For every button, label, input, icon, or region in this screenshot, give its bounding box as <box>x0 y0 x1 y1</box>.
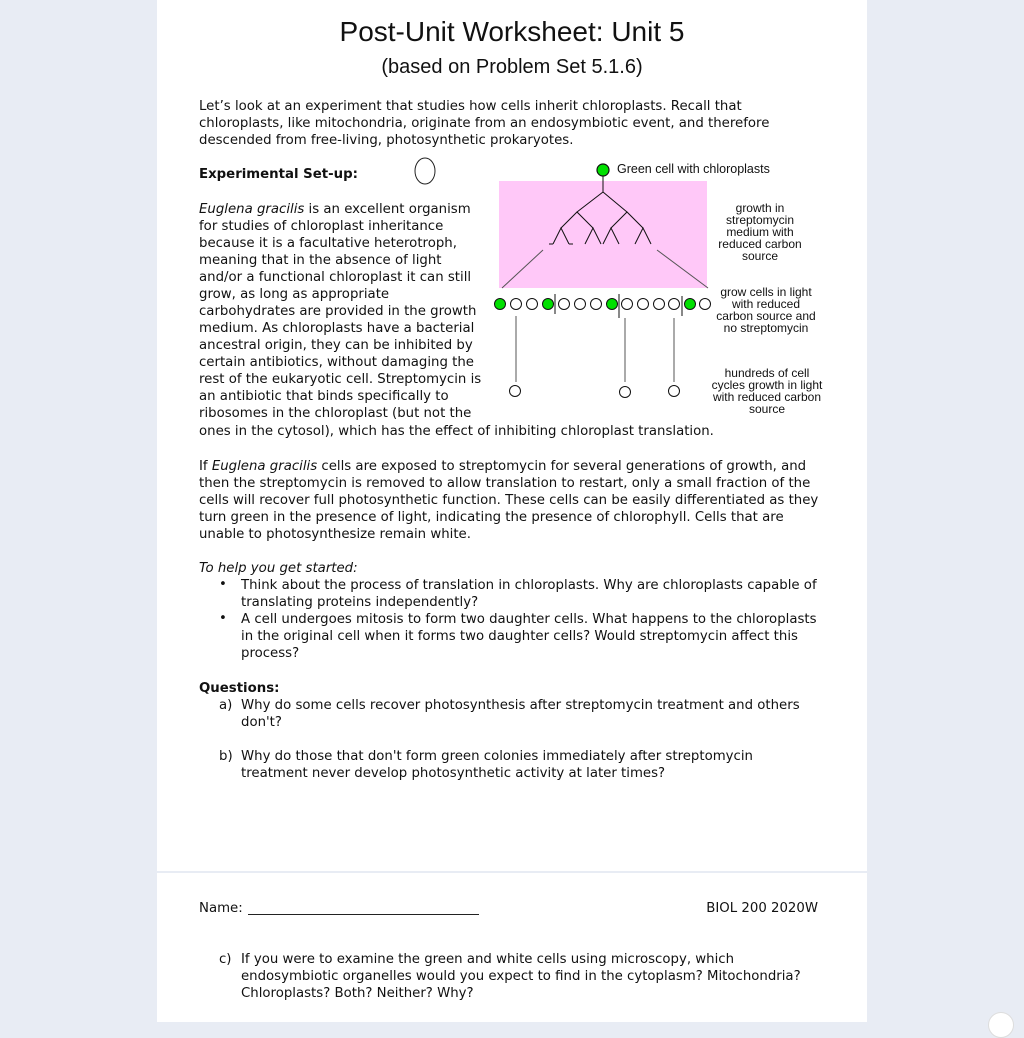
para2-line-1 <box>199 458 806 475</box>
para2-line: then the streptomycin is removed to allow translation to restart, only a small fraction of the <box>199 476 811 491</box>
setup-heading: Experimental Set-up: <box>199 167 358 182</box>
white-cell-icon <box>669 299 680 310</box>
setup-last-line: ones in the cytosol), which has the effect of inhibiting chloroplast translation. <box>199 424 714 439</box>
label-line: source <box>741 249 779 263</box>
white-cell-icon <box>510 386 521 397</box>
question-c-line: Chloroplasts? Both? Neither? Why? <box>241 986 474 1001</box>
questions-heading: Questions: <box>199 681 280 696</box>
bullet-1: • <box>219 577 227 592</box>
white-cell-icon <box>511 299 522 310</box>
setup-line: certain antibiotics, without damaging the <box>199 355 474 370</box>
green-cell-icon <box>495 299 506 310</box>
page-subtitle: (based on Problem Set 5.1.6) <box>381 56 643 78</box>
para2-line: turn green in the presence of light, indicating the presence of chlorophyll. Cells that are <box>199 510 784 525</box>
question-a-label: a) <box>219 698 233 713</box>
worksheet-page-2 <box>157 873 867 1022</box>
label-line: with reduced <box>731 297 801 311</box>
question-a-line: don't? <box>241 715 282 730</box>
course-code: BIOL 200 2020W <box>706 901 818 916</box>
green-cell-icon <box>543 299 554 310</box>
help-bullet-2-line: process? <box>241 646 300 661</box>
organism-name: Euglena gracilis <box>211 459 318 474</box>
setup-line: medium. As chloroplasts have a bacterial <box>199 321 475 336</box>
white-cell-icon <box>559 299 570 310</box>
label-growth-streptomycin <box>707 202 813 262</box>
label-green-cell: Green cell with chloroplasts <box>617 162 770 176</box>
worksheet-page-1 <box>157 0 867 871</box>
question-b-label: b) <box>219 749 233 764</box>
label-line: with reduced carbon <box>712 390 822 404</box>
setup-line: for studies of chloroplast inheritance <box>199 219 444 234</box>
intro-line-3: descended from free-living, photosynthetic prokaryotes. <box>199 133 574 148</box>
label-line: streptomycin <box>725 213 795 227</box>
label-hundreds-cycles <box>701 367 833 415</box>
intro-line-2: chloroplasts, like mitochondria, originate from an endosymbiotic event, and therefore <box>199 116 770 131</box>
question-b-line: Why do those that don't form green colonies immediately after streptomycin <box>241 749 753 764</box>
help-bullet-1-line: translating proteins independently? <box>241 595 479 610</box>
label-line: growth in <box>735 201 785 215</box>
green-cell-icon <box>597 164 609 176</box>
help-heading: To help you get started: <box>199 561 358 576</box>
bullet-2: • <box>219 611 227 626</box>
white-cell-icon <box>575 299 586 310</box>
setup-line: rest of the eukaryotic cell. Streptomycin is <box>199 372 482 387</box>
growth-lines <box>516 316 674 382</box>
cell-outline-icon <box>415 158 435 184</box>
para2-line: cells will recover full photosynthetic function. These cells can be easily differentiated as they <box>199 493 819 508</box>
page-title: Post-Unit Worksheet: Unit 5 <box>339 16 685 47</box>
white-cell-icon <box>622 299 633 310</box>
label-line: no streptomycin <box>723 321 809 335</box>
name-label: Name: <box>199 901 243 916</box>
label-line: hundreds of cell <box>724 366 810 380</box>
green-cell-icon <box>607 299 618 310</box>
setup-line: and/or a functional chloroplast it can still <box>199 270 472 285</box>
setup-line: ancestral origin, they can be inhibited by <box>199 338 473 353</box>
help-bullet-2-line: in the original cell when it forms two daughter cells? Would streptomycin affect this <box>241 629 798 644</box>
setup-line: ribosomes in the chloroplast (but not the <box>199 406 472 421</box>
help-bullet-2-line: A cell undergoes mitosis to form two daughter cells. What happens to the chloroplasts <box>241 612 817 627</box>
para2-post: cells are exposed to streptomycin for several generations of growth, and <box>317 459 807 474</box>
setup-line: because it is a facultative heterotroph, <box>199 236 457 251</box>
label-line: grow cells in light <box>720 285 812 299</box>
question-c-line: If you were to examine the green and white cells using microscopy, which <box>241 952 735 967</box>
intro-line-1: Let’s look at an experiment that studies how cells inherit chloroplasts. Recall that <box>199 99 742 114</box>
white-cell-icon <box>591 299 602 310</box>
setup-line: meaning that in the absence of light <box>199 253 442 268</box>
bottom-cells <box>510 386 680 398</box>
setup-line: carbohydrates are provided in the growth <box>199 304 477 319</box>
question-c-label: c) <box>219 952 232 967</box>
scroll-corner-button[interactable] <box>988 1012 1014 1038</box>
setup-line: an antibiotic that binds specifically to <box>199 389 449 404</box>
label-grow-in-light <box>705 286 827 334</box>
question-a-line: Why do some cells recover photosynthesis after streptomycin treatment and others <box>241 698 800 713</box>
cell-row <box>495 299 711 310</box>
question-c-line: endosymbiotic organelles would you expect to find in the cytoplasm? Mitochondria? <box>241 969 801 984</box>
label-line: source <box>748 402 786 416</box>
question-b-line: treatment never develop photosynthetic activity at later times? <box>241 766 666 781</box>
label-line: carbon source and <box>716 309 816 323</box>
organism-name: Euglena gracilis <box>199 202 305 217</box>
label-line: cycles growth in light <box>711 378 823 392</box>
help-bullet-1-line: Think about the process of translation in chloroplasts. Why are chloroplasts capable of <box>241 578 817 593</box>
white-cell-icon <box>620 387 631 398</box>
streptomycin-medium-box <box>499 181 707 288</box>
white-cell-icon <box>638 299 649 310</box>
para2-pre: If <box>199 459 212 474</box>
label-line: medium with <box>726 225 794 239</box>
white-cell-icon <box>669 386 680 397</box>
name-blank-line[interactable] <box>248 914 479 915</box>
white-cell-icon <box>527 299 538 310</box>
setup-line: grow, as long as appropriate <box>199 287 390 302</box>
white-cell-icon <box>654 299 665 310</box>
setup-line-1-rest: is an excellent organism <box>304 202 471 217</box>
para2-line: unable to photosynthesize remain white. <box>199 527 471 542</box>
green-cell-icon <box>685 299 696 310</box>
label-line: reduced carbon <box>718 237 802 251</box>
